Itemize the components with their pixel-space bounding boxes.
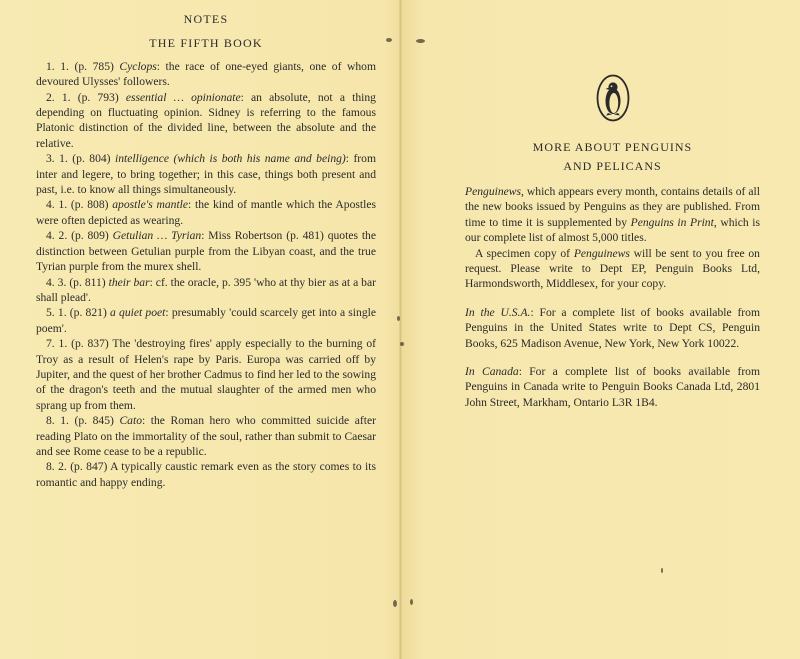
specimen-copy-paragraph: A specimen copy of Penguinews will be sent to you free on request. Please write to Dept EP, Penguin Books Ltd, Harmondsworth, Middlesex, for your copy.: [465, 246, 760, 291]
note-item: 2. 1. (p. 793) essential … opinionate: an absolute, not a thing depending on fluctuating opinion. Sidney is referring to the famous Platonic distinction of the divided line, between the absolute and the relative.: [36, 90, 376, 150]
note-item: 5. 1. (p. 821) a quiet poet: presumably 'could scarcely get into a single poem'.: [36, 306, 376, 335]
paper-speck: [661, 568, 663, 573]
note-item: 1. 1. (p. 785) Cyclops: the race of one-eyed giants, one of whom devoured Ulysses' followers.: [36, 59, 376, 89]
note-item: 4. 1. (p. 808) apostle's mantle: the kind of mantle which the Apostles were often depicted as wearing.: [36, 198, 376, 227]
page-heading: MORE ABOUT PENGUINS AND PELICANS: [532, 140, 693, 173]
section-heading: THE FIFTH BOOK: [149, 36, 263, 51]
note-item: 8. 2. (p. 847) A typically caustic remark even as the story comes to its romantic and happy ending.: [36, 460, 376, 489]
note-item: 4. 2. (p. 809) Getulian … Tyrian: Miss Robertson (p. 481) quotes the distinction between Getulian purple from the Libyan coast, and the true Tyrian purple from the murex shell.: [36, 229, 376, 274]
penguinews-paragraph: Penguinews, which appears every month, contains details of all the new books issued by Penguins as they are published. From time to time it is supplemented by Penguins in Print, which is our complete list of almost 5,000 titles.: [465, 185, 761, 245]
note-item: 7. 1. (p. 837) The 'destroying fires' apply especially to the burning of Troy as a result of Helen's rape by Paris. Europa was carried off by Jupiter, and the quest of her brother Cadmus to find her led to the sowing of the dragon's teeth and the mutual slaughter of the armed men who sprang up from them.: [36, 337, 376, 412]
paper-speck: [410, 599, 413, 605]
note-item: 3. 1. (p. 804) intelligence (which is both his name and being): from inter and legere, to bring together; in this case, things both present and past, i.e. to know all things simultaneously.: [36, 152, 376, 197]
note-item: 4. 3. (p. 811) their bar: cf. the oracle, p. 395 'who at thy bier as at a bar shall plead'.: [36, 275, 376, 304]
page-heading: NOTES: [183, 12, 229, 26]
paper-speck: [397, 316, 400, 321]
page-gutter: [399, 0, 402, 659]
paper-speck: [393, 600, 397, 607]
usa-paragraph: In the U.S.A.: For a complete list of books available from Penguins in the United States write to Dept CS, Penguin Books, 625 Madison Avenue, New York, New York 10022.: [465, 305, 760, 350]
paper-speck: [416, 39, 425, 43]
penguin-logo-icon: [596, 74, 630, 122]
paper-speck: [386, 38, 392, 42]
left-page: [36, 12, 376, 490]
paper-speck: [400, 342, 404, 346]
canada-paragraph: In Canada: For a complete list of books available from Penguins in Canada write to Penguin Books Canada Ltd, 2801 John Street, Markham, Ontario L3R 1B4.: [465, 365, 760, 409]
right-page-body: [465, 184, 760, 410]
note-item: 8. 1. (p. 845) Cato: the Roman hero who committed suicide after reading Plato on the immortality of the soul, rather than submit to Caesar and see Rome cease to be a republic.: [36, 414, 376, 458]
notes-list: [36, 59, 376, 490]
